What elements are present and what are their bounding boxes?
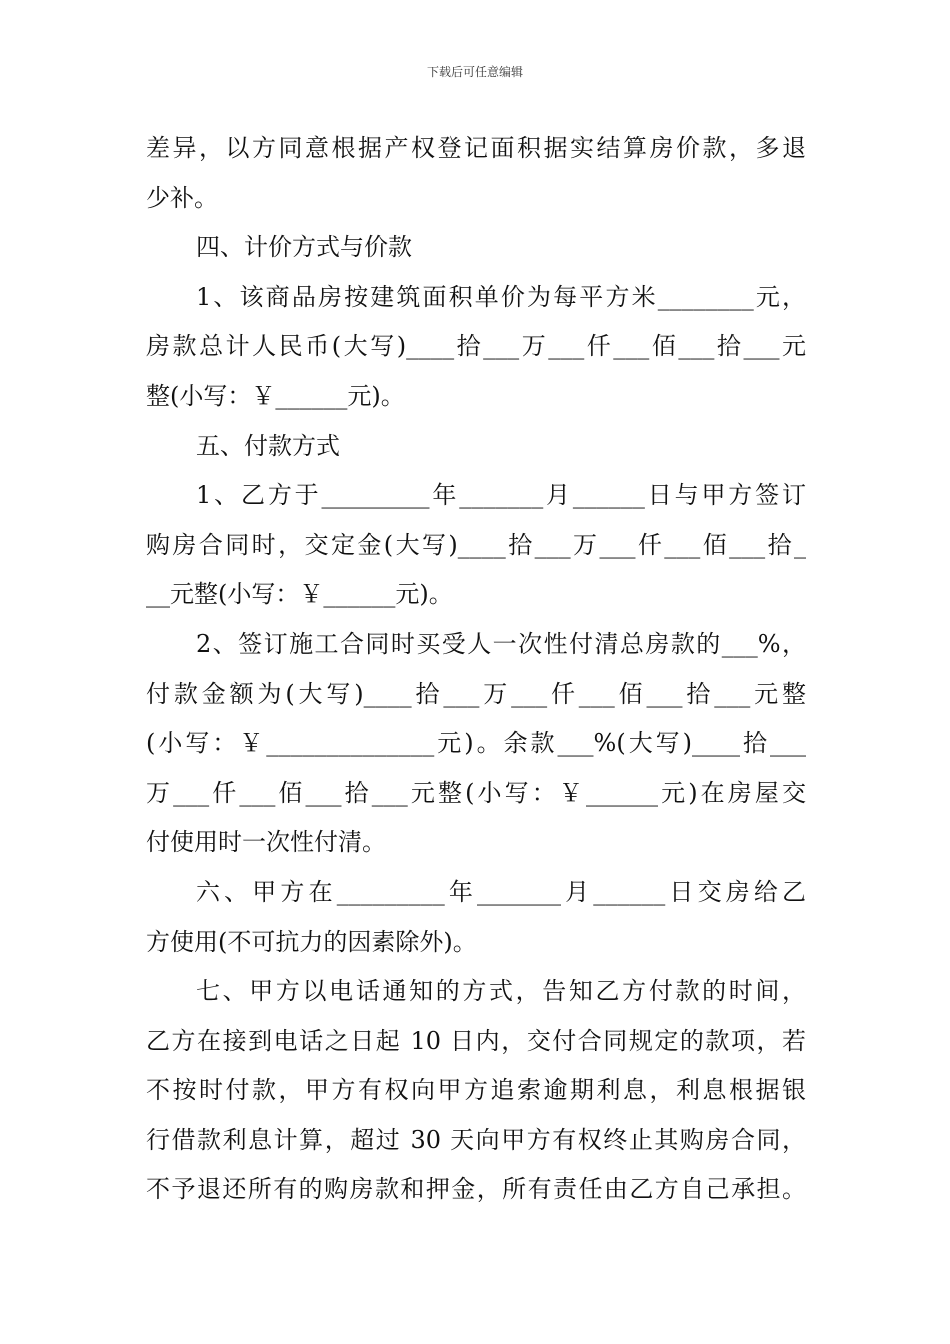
text-line: 六、甲方在_________年_______月______日交房给乙 — [196, 877, 806, 906]
text-line: 乙方在接到电话之日起 10 日内，交付合同规定的款项，若 — [146, 1026, 806, 1055]
text-line: 行借款利息计算，超过 30 天向甲方有权终止其购房合同， — [146, 1125, 806, 1154]
text-line: 少补。 — [146, 183, 218, 212]
text-line: 1、该商品房按建筑面积单价为每平方米________元， — [196, 282, 806, 311]
text-line: 四、计价方式与价款 — [196, 233, 412, 262]
text-line: 2、签订施工合同时买受人一次性付清总房款的___%， — [196, 629, 806, 658]
text-line: (小写：￥______________元)。余款___%(大写)____拾___ — [146, 729, 806, 758]
text-line: 方使用(不可抗力的因素除外)。 — [146, 927, 477, 956]
text-line: 整(小写：￥______元)。 — [146, 381, 405, 410]
text-line: 付款金额为(大写)____拾___万___仟___佰___拾___元整 — [146, 679, 806, 708]
text-line: 不按时付款，甲方有权向甲方追索逾期利息，利息根据银 — [146, 1076, 806, 1105]
text-line: 七、甲方以电话通知的方式，告知乙方付款的时间， — [196, 977, 806, 1006]
text-line: 购房合同时，交定金(大写)____拾___万___仟___佰___拾_ — [146, 530, 806, 559]
text-line: 差异，以方同意根据产权登记面积据实结算房价款，多退 — [146, 134, 806, 162]
text-line: 付使用时一次性付清。 — [146, 828, 386, 857]
page-header: 下载后可任意编辑 — [426, 65, 523, 79]
text-line: __元整(小写：￥______元)。 — [146, 580, 453, 609]
text-line: 1、乙方于_________年_______月______日与甲方签订 — [196, 481, 806, 510]
contract-body — [146, 124, 806, 1215]
text-line: 不予退还所有的购房款和押金，所有责任由乙方自己承担。 — [146, 1175, 806, 1204]
text-line: 房款总计人民币(大写)____拾___万___仟___佰___拾___元 — [146, 332, 806, 361]
text-line: 万___仟___佰___拾___元整(小写：￥______元)在房屋交 — [146, 778, 806, 807]
text-line: 五、付款方式 — [196, 431, 340, 460]
